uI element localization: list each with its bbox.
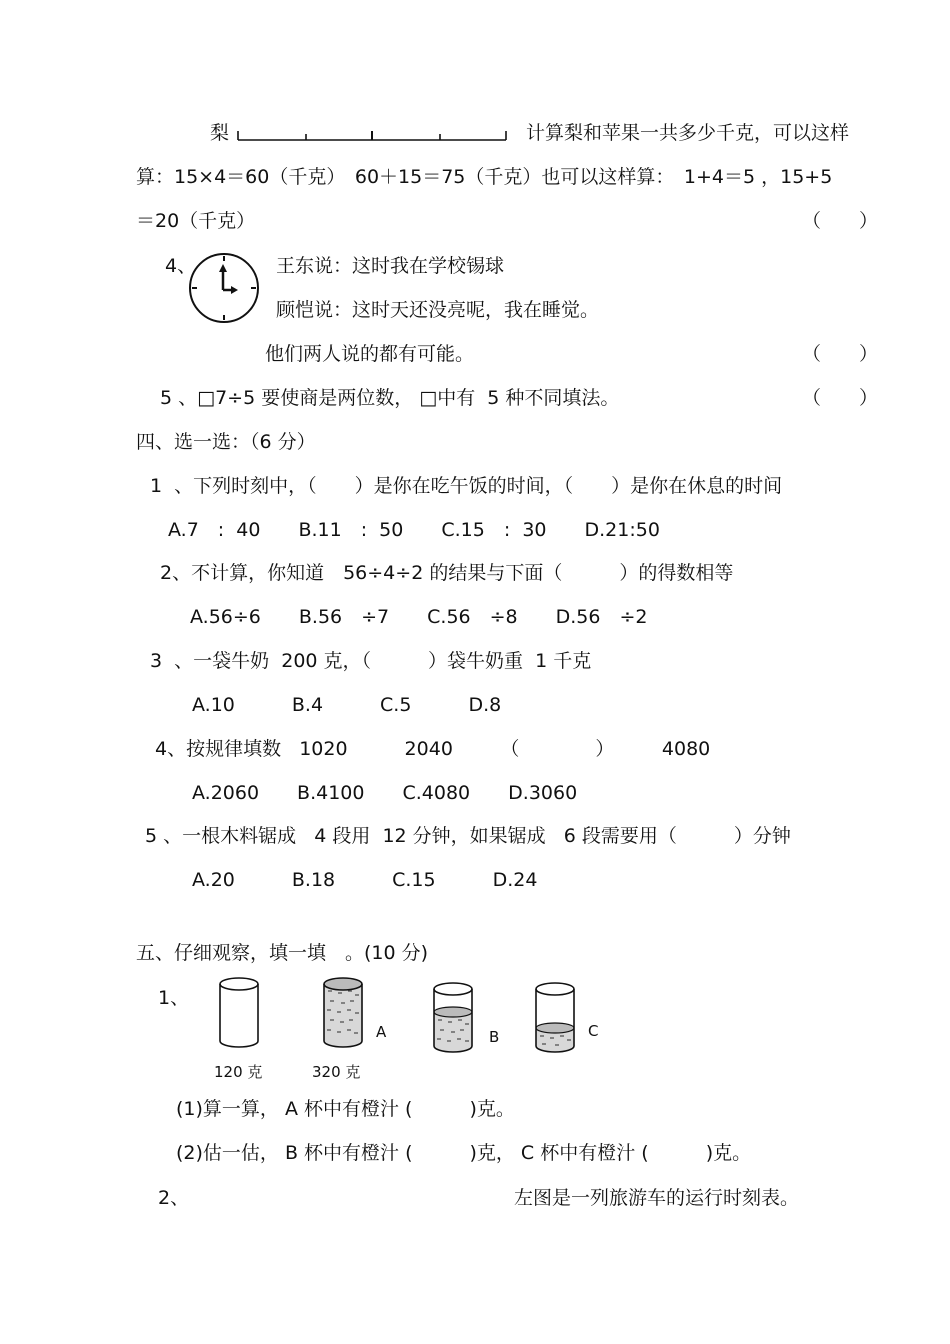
answer-paren: （ ） <box>802 343 879 365</box>
question-text: 王东说：这时我在学校锡球 <box>276 255 505 277</box>
cup-label: C <box>588 1022 599 1040</box>
question-text: 1 、下列时刻中，（ ）是你在吃午饭的时间，（ ）是你在休息的时间 <box>150 475 783 497</box>
section-title: 五、仔细观察，填一填 。(10 分) <box>136 942 429 964</box>
question-number: 4、 <box>165 255 197 277</box>
cup-b-icon <box>428 980 478 1058</box>
empty-cup-icon <box>214 975 264 1053</box>
question-text: ＝20（千克） <box>136 210 256 232</box>
question-text: 他们两人说的都有可能。 <box>265 343 475 365</box>
clock-icon <box>186 252 262 324</box>
answer-paren: （ ） <box>802 387 879 409</box>
section-title: 四、选一选：（6 分） <box>136 431 316 453</box>
question-text: 算：15×4＝60（千克） 60＋15＝75（千克）也可以这样算： 1+4＝5 ，15+5 <box>136 166 833 188</box>
question-text: 5 、一根木料锯成 4 段用 12 分钟，如果锯成 6 段需要用（ ）分钟 <box>145 825 791 847</box>
question-text: (1)算一算， A 杯中有橙汁 ( )克。 <box>176 1098 515 1120</box>
question-text: 4、按规律填数 1020 2040 （ ） 4080 <box>155 738 711 760</box>
cup-c-icon <box>530 980 580 1058</box>
question-text: 左图是一列旅游车的运行时刻表。 <box>514 1187 800 1209</box>
question-number: 2、 <box>158 1187 190 1209</box>
question-text: (2)估一估， B 杯中有橙汁 ( )克， C 杯中有橙汁 ( )克。 <box>176 1142 752 1164</box>
options: A.56÷6 B.56 ÷7 C.56 ÷8 D.56 ÷2 <box>190 606 648 628</box>
cup-label: A <box>376 1023 387 1041</box>
question-text: 2、不计算，你知道 56÷4÷2 的结果与下面（ ）的得数相等 <box>160 562 734 584</box>
options: A.2060 B.4100 C.4080 D.3060 <box>192 782 578 804</box>
answer-paren: （ ） <box>802 210 879 232</box>
question-text: 顾恺说：这时天还没亮呢，我在睡觉。 <box>276 299 600 321</box>
cup-label: B <box>489 1028 500 1046</box>
options: A.10 B.4 C.5 D.8 <box>192 694 502 716</box>
pear-bar-diagram <box>236 126 510 146</box>
cup-weight-label: 120 克 <box>214 1063 263 1081</box>
question-text: 3 、一袋牛奶 200 克，（ ）袋牛奶重 1 千克 <box>150 650 592 672</box>
question-text: 5 、□7÷5 要使商是两位数， □中有 5 种不同填法。 <box>160 387 620 409</box>
options: A.20 B.18 C.15 D.24 <box>192 869 538 891</box>
cup-weight-label: 320 克 <box>312 1063 361 1081</box>
full-cup-icon <box>318 975 368 1053</box>
question-text: 计算梨和苹果一共多少千克，可以这样 <box>526 122 850 144</box>
pear-label: 梨 <box>210 122 230 144</box>
question-number: 1、 <box>158 987 190 1009</box>
options: A.7 : 40 B.11 : 50 C.15 : 30 D.21:50 <box>168 519 660 541</box>
